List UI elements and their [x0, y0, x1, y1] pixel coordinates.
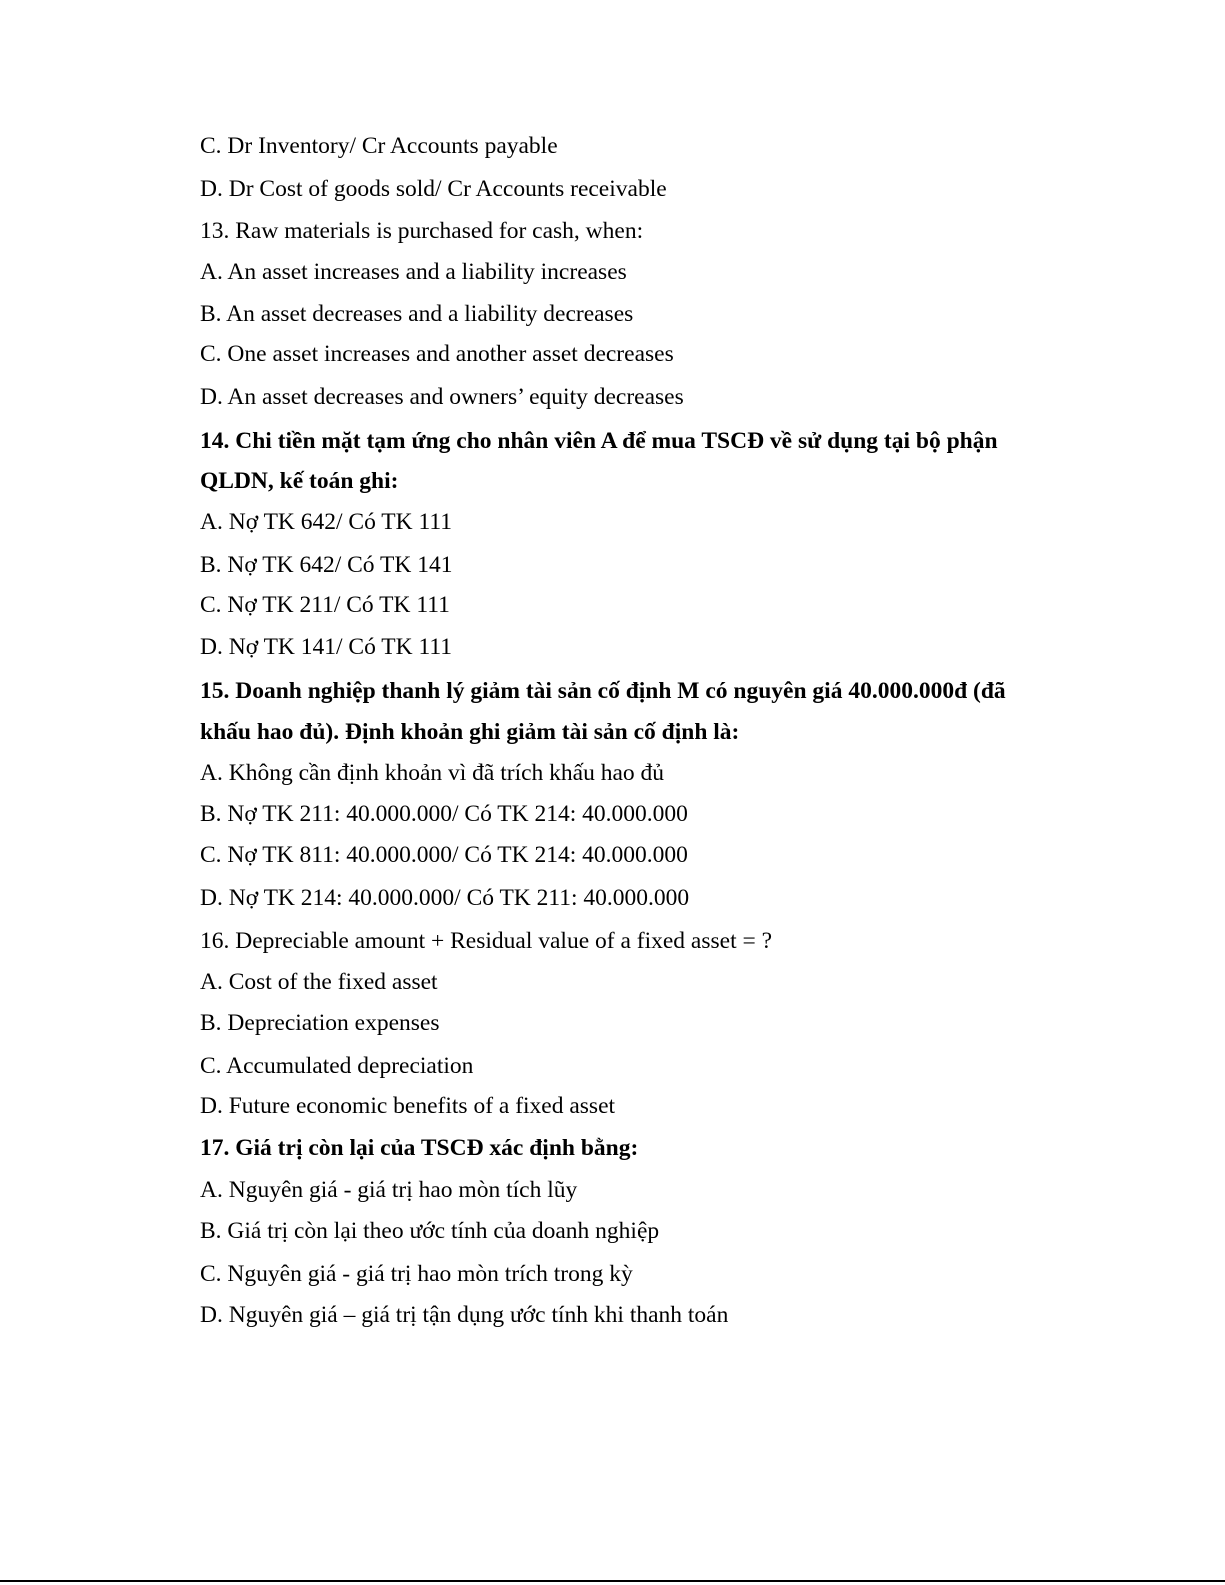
page-bottom-border	[0, 1580, 1225, 1582]
option-16c: C. Accumulated depreciation	[200, 1053, 474, 1079]
option-15a: A. Không cần định khoản vì đã trích khấu hao đủ	[200, 760, 665, 786]
question-17: 17. Giá trị còn lại của TSCĐ xác định bằng:	[200, 1135, 639, 1161]
option-17d: D. Nguyên giá – giá trị tận dụng ước tính khi thanh toán	[200, 1302, 729, 1328]
option-16b: B. Depreciation expenses	[200, 1010, 440, 1036]
question-15-line-2: khấu hao đủ). Định khoản ghi giảm tài sản cố định là:	[200, 719, 740, 745]
option-13c: C. One asset increases and another asset decreases	[200, 341, 674, 367]
option-17c: C. Nguyên giá - giá trị hao mòn trích trong kỳ	[200, 1261, 633, 1287]
option-13a: A. An asset increases and a liability increases	[200, 259, 627, 285]
question-14-line-2: QLDN, kế toán ghi:	[200, 468, 399, 494]
option-15d: D. Nợ TK 214: 40.000.000/ Có TK 211: 40.000.000	[200, 885, 690, 911]
option-13b: B. An asset decreases and a liability decreases	[200, 301, 634, 327]
option-16a: A. Cost of the fixed asset	[200, 969, 438, 995]
option-15c: C. Nợ TK 811: 40.000.000/ Có TK 214: 40.000.000	[200, 842, 688, 868]
option-15b: B. Nợ TK 211: 40.000.000/ Có TK 214: 40.000.000	[200, 801, 688, 827]
option-14b: B. Nợ TK 642/ Có TK 141	[200, 552, 453, 578]
option-14d: D. Nợ TK 141/ Có TK 111	[200, 634, 453, 660]
question-13: 13. Raw materials is purchased for cash, when:	[200, 218, 644, 244]
question-15-line-1: 15. Doanh nghiệp thanh lý giảm tài sản cố định M có nguyên giá 40.000.000đ (đã	[200, 678, 1006, 704]
option-12c: C. Dr Inventory/ Cr Accounts payable	[200, 133, 558, 159]
option-17a: A. Nguyên giá - giá trị hao mòn tích lũy	[200, 1177, 578, 1203]
option-12d: D. Dr Cost of goods sold/ Cr Accounts receivable	[200, 176, 667, 202]
option-17b: B. Giá trị còn lại theo ước tính của doanh nghiệp	[200, 1218, 660, 1244]
question-14-line-1: 14. Chi tiền mặt tạm ứng cho nhân viên A để mua TSCĐ về sử dụng tại bộ phận	[200, 428, 998, 454]
question-16: 16. Depreciable amount + Residual value of a fixed asset = ?	[200, 928, 773, 954]
option-14c: C. Nợ TK 211/ Có TK 111	[200, 592, 450, 618]
option-14a: A. Nợ TK 642/ Có TK 111	[200, 509, 453, 535]
option-13d: D. An asset decreases and owners’ equity decreases	[200, 384, 684, 410]
option-16d: D. Future economic benefits of a fixed asset	[200, 1093, 616, 1119]
